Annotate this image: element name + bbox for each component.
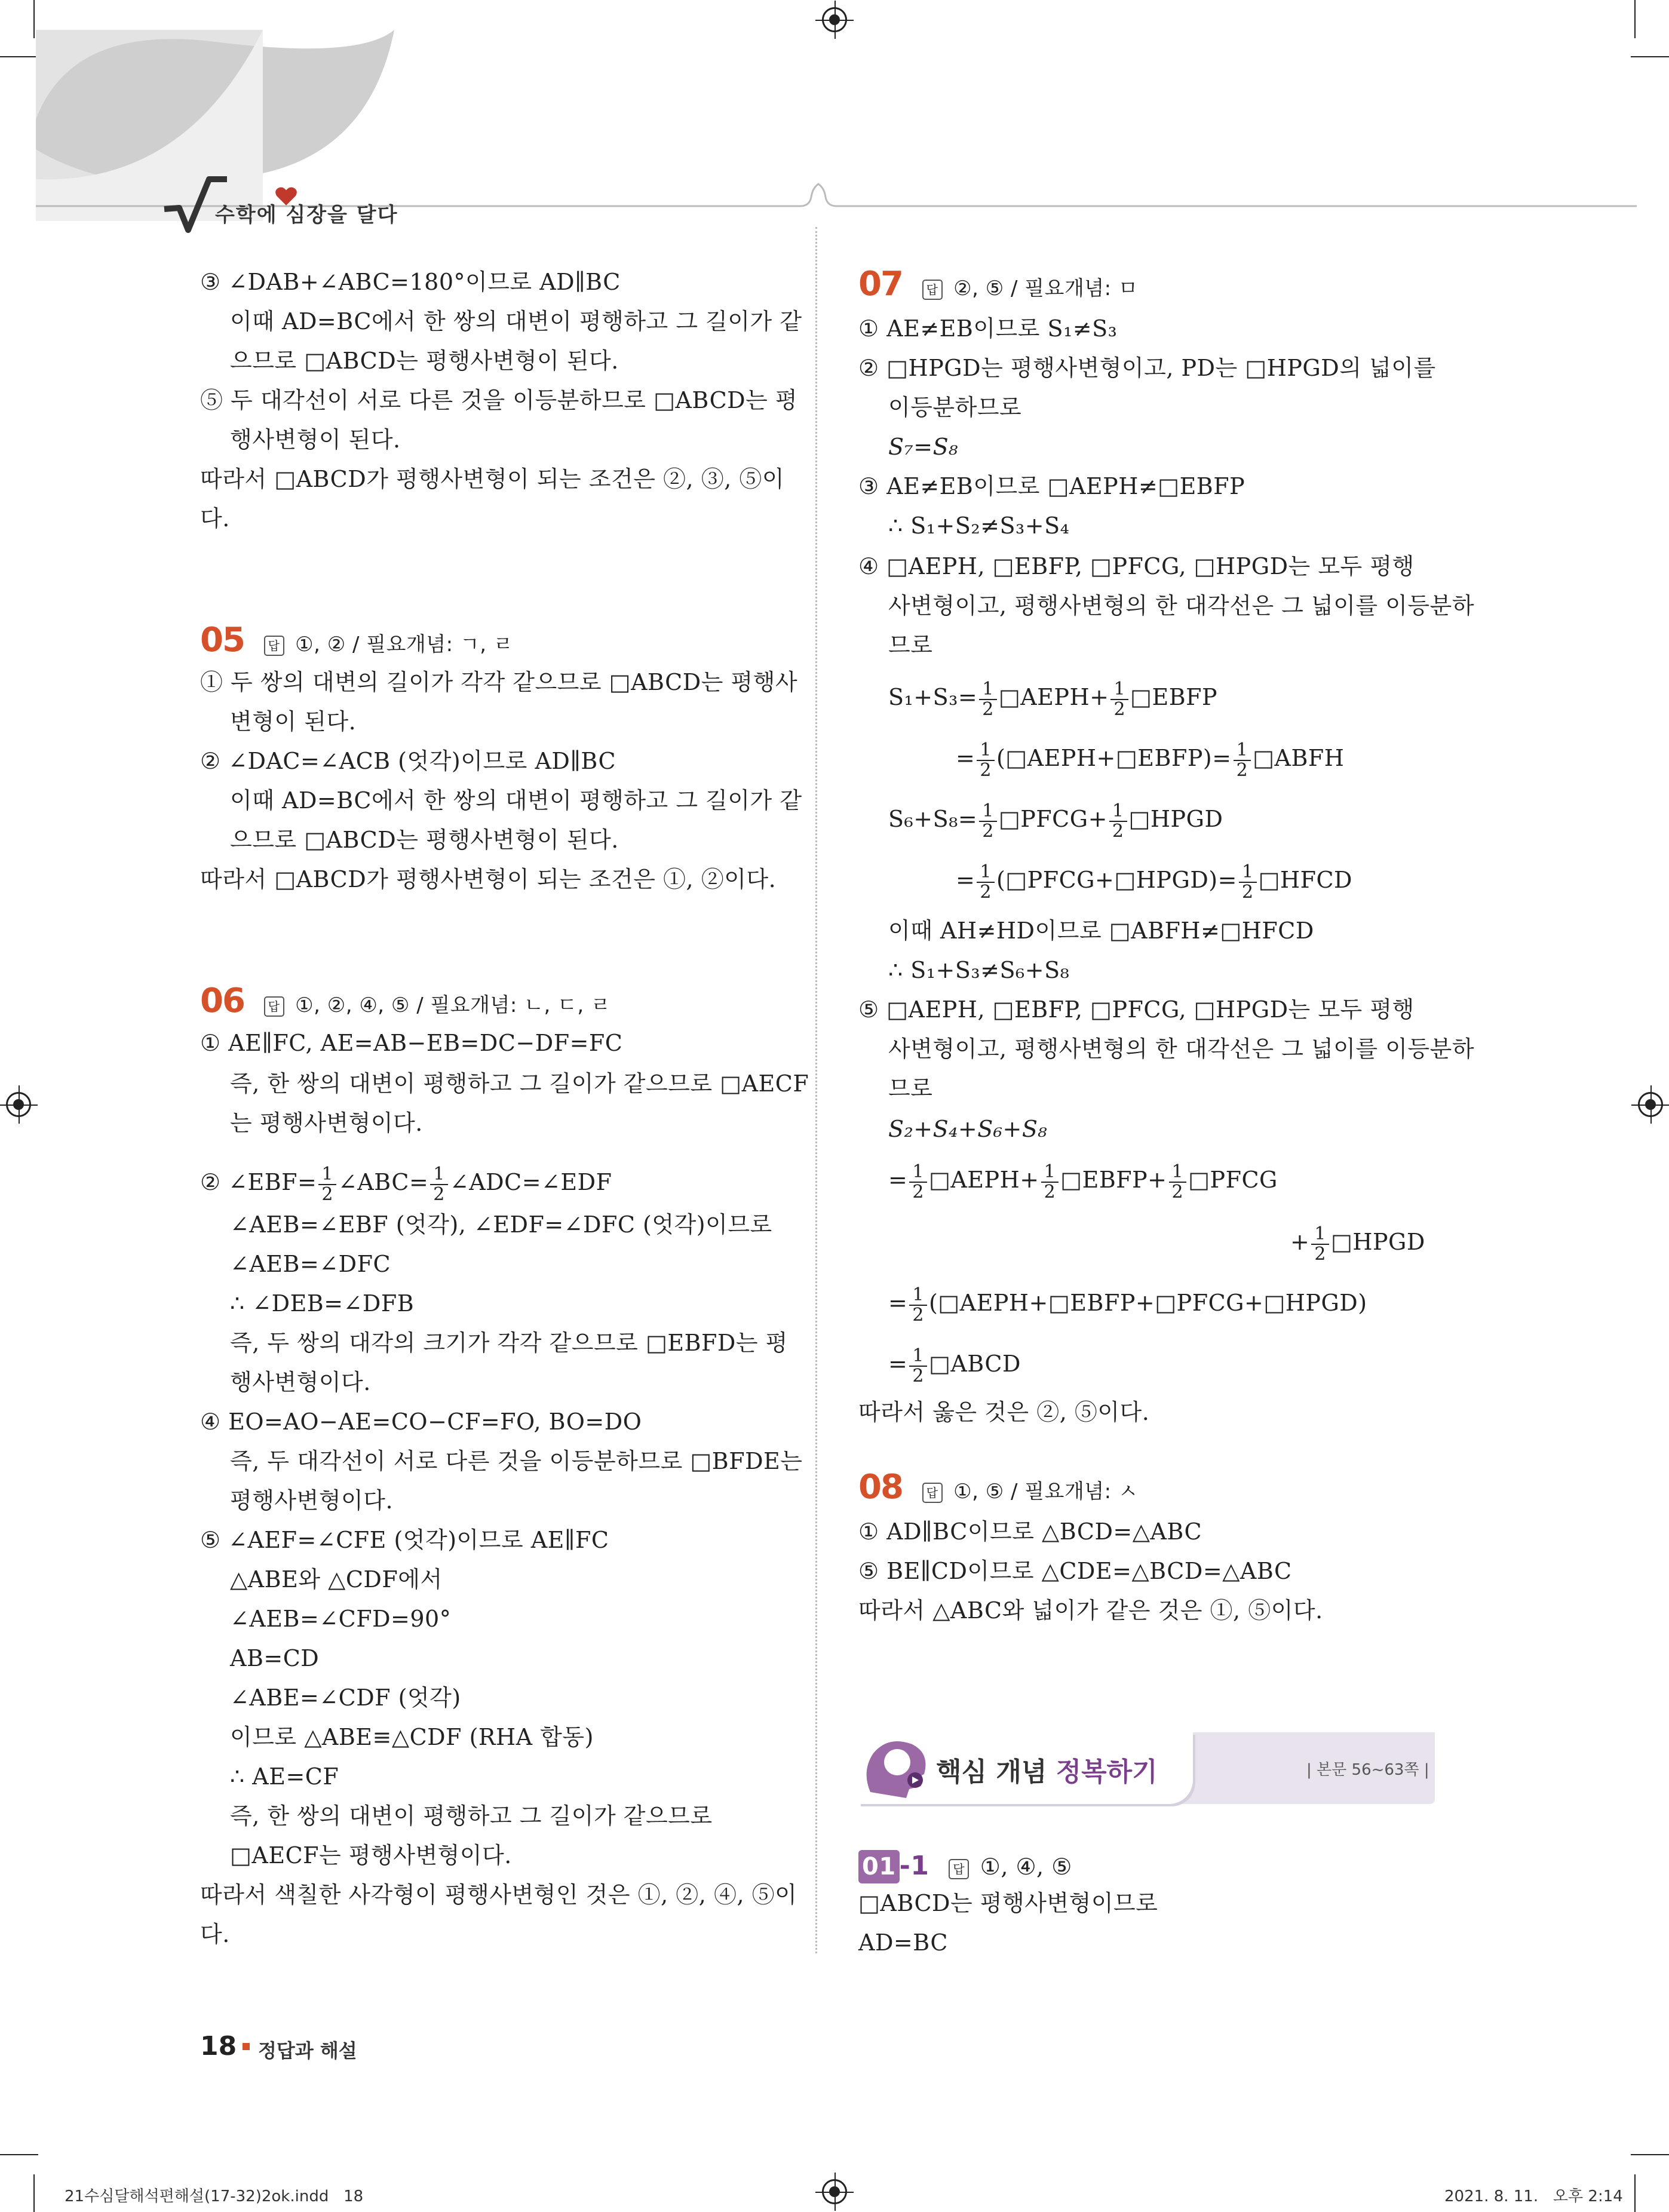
question-number: 05 xyxy=(200,621,244,659)
math-line xyxy=(888,1282,1367,1325)
text-fragment: (□PFCG+□HPGD)= xyxy=(996,867,1237,893)
numerator: 1 xyxy=(1311,1225,1329,1245)
text-fragment: □HFCD xyxy=(1258,867,1353,893)
text-line: ③ ∠DAB+∠ABC=180°이므로 AD∥BC xyxy=(200,269,621,295)
fraction xyxy=(909,1286,927,1325)
answer-text: ①, ⑤ / 필요개념: ㅅ xyxy=(953,1480,1139,1504)
answer-text: ①, ②, ④, ⑤ / 필요개념: ㄴ, ㄷ, ㄹ xyxy=(295,993,611,1017)
text-fragment: □AEPH+ xyxy=(998,684,1109,710)
answer-icon: 답 xyxy=(922,1483,943,1503)
text-line: 따라서 색칠한 사각형이 평행사변형인 것은 ①, ②, ④, ⑤이 xyxy=(200,1882,797,1908)
crop-mark xyxy=(1631,56,1669,57)
fraction xyxy=(977,863,995,902)
fraction xyxy=(1311,1225,1329,1264)
text-line: ∠AEB=∠DFC xyxy=(230,1251,391,1277)
text-fragment: + xyxy=(1290,1229,1310,1255)
numerator: 1 xyxy=(1110,680,1128,700)
math-line xyxy=(1290,1221,1425,1264)
text-line: 으므로 □ABCD는 평행사변형이 된다. xyxy=(230,827,619,853)
banner-title-b: 정복하기 xyxy=(1056,1757,1158,1787)
text-line: △ABE와 △CDF에서 xyxy=(230,1566,443,1593)
text-line: 므로 xyxy=(888,1075,933,1102)
text-line: ∴ S₁+S₃≠S₆+S₈ xyxy=(888,957,1070,983)
denominator: 2 xyxy=(982,698,994,720)
text-fragment: (□AEPH+□EBFP+□PFCG+□HPGD) xyxy=(928,1290,1367,1316)
text-line: ∴ S₁+S₂≠S₃+S₄ xyxy=(888,513,1070,539)
text-line: AD=BC xyxy=(858,1929,948,1956)
numerator: 1 xyxy=(430,1165,448,1185)
text-fragment: ∠ADC=∠EDF xyxy=(449,1169,612,1195)
answer-icon: 답 xyxy=(949,1859,969,1879)
text-line: ② ∠DAC=∠ACB (엇각)이므로 AD∥BC xyxy=(200,748,616,774)
numerator: 1 xyxy=(1109,802,1127,822)
text-line: 행사변형이 된다. xyxy=(230,427,401,453)
fraction xyxy=(1234,741,1251,780)
text-line: ② □HPGD는 평행사변형이고, PD는 □HPGD의 넓이를 xyxy=(858,355,1436,381)
denominator: 2 xyxy=(1113,698,1126,720)
question-header-07 xyxy=(858,265,1139,303)
question-header-05 xyxy=(200,621,514,659)
text-line: ∠AEB=∠CFD=90° xyxy=(230,1606,452,1632)
text-fragment: ② ∠EBF= xyxy=(200,1169,317,1195)
question-header-08 xyxy=(858,1468,1139,1507)
text-line: 이때 AD=BC에서 한 쌍의 대변이 평행하고 그 길이가 같 xyxy=(230,787,802,814)
text-line: 사변형이고, 평행사변형의 한 대각선은 그 넓이를 이등분하 xyxy=(888,1036,1475,1062)
footer-section: 정답과 해설 xyxy=(258,2039,357,2062)
text-fragment: (□AEPH+□EBFP)= xyxy=(996,745,1232,771)
math-line xyxy=(888,1343,1021,1386)
denominator: 2 xyxy=(982,820,994,842)
text-line: S₂+S₄+S₆+S₈ xyxy=(888,1116,1048,1142)
text-line: 즉, 두 대각선이 서로 다른 것을 이등분하므로 □BFDE는 xyxy=(230,1448,803,1474)
fraction xyxy=(979,802,997,841)
denominator: 2 xyxy=(1171,1181,1184,1202)
denominator: 2 xyxy=(1314,1243,1326,1265)
text-fragment: = xyxy=(956,745,975,771)
fraction xyxy=(318,1165,336,1204)
numerator: 1 xyxy=(318,1165,336,1185)
text-line: 이때 AD=BC에서 한 쌍의 대변이 평행하고 그 길이가 같 xyxy=(230,308,802,335)
footer-bullet xyxy=(243,2043,250,2050)
text-line: ① AD∥BC이므로 △BCD=△ABC xyxy=(858,1518,1202,1545)
numerator: 1 xyxy=(1239,863,1257,883)
banner-title xyxy=(936,1750,1158,1788)
text-line: ④ EO=AO−AE=CO−CF=FO, BO=DO xyxy=(200,1409,642,1435)
answer-text: ①, ② / 필요개념: ㄱ, ㄹ xyxy=(295,633,514,656)
text-fragment: □HPGD xyxy=(1330,1229,1425,1255)
text-line: 변형이 된다. xyxy=(230,708,357,735)
text-line: 즉, 한 쌍의 대변이 평행하고 그 길이가 같으므로 xyxy=(230,1803,713,1829)
fraction xyxy=(430,1165,448,1204)
banner-page-ref: | 본문 56~63쪽 | xyxy=(1306,1761,1429,1779)
text-line: 평행사변형이다. xyxy=(230,1487,394,1514)
fraction xyxy=(1041,1162,1059,1202)
fraction xyxy=(909,1346,927,1386)
text-fragment: □HPGD xyxy=(1128,806,1223,832)
crop-mark xyxy=(1634,2174,1636,2212)
header-title: 수학에 심장을 달다 xyxy=(215,203,398,227)
denominator: 2 xyxy=(980,759,992,781)
banner-title-a: 핵심 개념 xyxy=(936,1757,1056,1787)
page-number: 18 xyxy=(200,2031,237,2061)
answer-text: ②, ⑤ / 필요개념: ㅁ xyxy=(953,277,1139,300)
numerator: 1 xyxy=(977,863,995,883)
math-line xyxy=(956,859,1352,902)
denominator: 2 xyxy=(1241,881,1254,903)
text-line: ⑤ ∠AEF=∠CFE (엇각)이므로 AE∥FC xyxy=(200,1527,609,1553)
crop-mark xyxy=(1634,0,1636,38)
print-file-name: 21수심달해석편해설(17-32)2ok.indd 18 xyxy=(65,2188,364,2205)
text-line: 다. xyxy=(200,505,230,532)
text-line: ⑤ □AEPH, □EBFP, □PFCG, □HPGD는 모두 평행 xyxy=(858,996,1415,1023)
text-line: ∴ ∠DEB=∠DFB xyxy=(230,1290,415,1317)
denominator: 2 xyxy=(912,1365,924,1386)
registration-mark-icon xyxy=(822,7,847,32)
registration-mark-icon xyxy=(1638,1092,1663,1117)
text-fragment: □ABCD xyxy=(928,1351,1021,1377)
numerator: 1 xyxy=(909,1162,927,1183)
text-fragment: □PFCG+ xyxy=(998,806,1107,832)
numerator: 1 xyxy=(979,680,997,700)
math-line xyxy=(888,1159,1278,1202)
text-line: 다. xyxy=(200,1921,230,1947)
question-number: 06 xyxy=(200,981,244,1020)
text-fragment: S₁+S₃= xyxy=(888,684,978,710)
fraction xyxy=(909,1162,927,1202)
denominator: 2 xyxy=(912,1304,924,1326)
text-line: ⑤ BE∥CD이므로 △CDE=△BCD=△ABC xyxy=(858,1558,1292,1584)
denominator: 2 xyxy=(433,1183,445,1205)
denominator: 2 xyxy=(1044,1181,1056,1202)
text-fragment: S₆+S₈= xyxy=(888,806,978,832)
text-line: ∠ABE=∠CDF (엇각) xyxy=(230,1685,461,1711)
fraction xyxy=(1109,802,1127,841)
text-line: ① 두 쌍의 대변의 길이가 각각 같으므로 □ABCD는 평행사 xyxy=(200,669,798,695)
denominator: 2 xyxy=(912,1181,924,1202)
text-fragment: □EBFP xyxy=(1130,684,1218,710)
text-fragment: = xyxy=(888,1167,908,1193)
math-line xyxy=(888,676,1217,719)
fraction xyxy=(977,741,995,780)
math-line xyxy=(888,798,1223,841)
denominator: 2 xyxy=(321,1183,333,1205)
answer-icon: 답 xyxy=(264,996,284,1017)
text-line: □ABCD는 평행사변형이므로 xyxy=(858,1890,1158,1916)
text-line: ③ AE≠EB이므로 □AEPH≠□EBFP xyxy=(858,473,1245,499)
numerator: 1 xyxy=(1169,1162,1187,1183)
answer-text: ①, ④, ⑤ xyxy=(980,1854,1072,1880)
registration-mark-icon xyxy=(6,1092,31,1117)
denominator: 2 xyxy=(1236,759,1248,781)
text-line: 므로 xyxy=(888,632,933,658)
denominator: 2 xyxy=(1112,820,1124,842)
text-line: ① AE≠EB이므로 S₁≠S₃ xyxy=(858,315,1118,342)
text-line: 즉, 두 쌍의 대각의 크기가 각각 같으므로 □EBFD는 평 xyxy=(230,1330,788,1356)
question-header-06 xyxy=(200,981,611,1020)
text-fragment: = xyxy=(956,867,975,893)
text-fragment: □PFCG xyxy=(1188,1167,1278,1193)
question-number: 08 xyxy=(858,1468,903,1507)
crop-mark xyxy=(0,56,38,57)
brain-head-icon xyxy=(858,1735,936,1801)
numerator: 1 xyxy=(1234,741,1251,761)
math-line xyxy=(956,737,1344,780)
question-header-01-1 xyxy=(858,1849,1072,1883)
text-line: ∴ AE=CF xyxy=(230,1763,339,1790)
crop-mark xyxy=(0,2154,38,2155)
text-line: ⑤ 두 대각선이 서로 다른 것을 이등분하므로 □ABCD는 평 xyxy=(200,387,798,413)
registration-mark-icon xyxy=(822,2179,847,2204)
crop-mark xyxy=(33,0,35,38)
text-fragment: ∠ABC= xyxy=(338,1169,429,1195)
text-fragment: = xyxy=(888,1351,908,1377)
fraction xyxy=(1110,680,1128,719)
text-line: 따라서 □ABCD가 평행사변형이 되는 조건은 ②, ③, ⑤이 xyxy=(200,466,785,492)
text-line: 는 평행사변형이다. xyxy=(230,1110,423,1136)
text-line: 따라서 △ABC와 넓이가 같은 것은 ①, ⑤이다. xyxy=(858,1597,1323,1624)
numerator: 1 xyxy=(979,802,997,822)
text-fragment: □EBFP+ xyxy=(1060,1167,1167,1193)
text-line: 즉, 한 쌍의 대변이 평행하고 그 길이가 같으므로 □AECF xyxy=(230,1070,809,1097)
text-line: ∠AEB=∠EBF (엇각), ∠EDF=∠DFC (엇각)이므로 xyxy=(230,1211,772,1238)
text-fragment: □AEPH+ xyxy=(928,1167,1039,1193)
numerator: 1 xyxy=(1041,1162,1059,1183)
print-timestamp: 2021. 8. 11. 오후 2:14 xyxy=(1444,2188,1623,2205)
crop-mark xyxy=(1631,2154,1669,2155)
question-number: 07 xyxy=(858,265,903,303)
text-fragment: = xyxy=(888,1290,908,1316)
text-line: 이때 AH≠HD이므로 □ABFH≠□HFCD xyxy=(888,918,1314,944)
column-divider xyxy=(815,227,817,1953)
text-line: AB=CD xyxy=(230,1645,320,1671)
text-line: □AECF는 평행사변형이다. xyxy=(230,1842,512,1869)
numerator: 1 xyxy=(909,1346,927,1367)
fraction xyxy=(1239,863,1257,902)
text-line: 사변형이고, 평행사변형의 한 대각선은 그 넓이를 이등분하 xyxy=(888,593,1475,619)
text-line: 따라서 □ABCD가 평행사변형이 되는 조건은 ①, ②이다. xyxy=(200,866,777,892)
text-line: 이므로 △ABE≡△CDF (RHA 합동) xyxy=(230,1724,594,1750)
denominator: 2 xyxy=(980,881,992,903)
fraction xyxy=(979,680,997,719)
answer-icon: 답 xyxy=(922,280,943,300)
text-fragment: □ABFH xyxy=(1253,745,1345,771)
text-line: ④ □AEPH, □EBFP, □PFCG, □HPGD는 모두 평행 xyxy=(858,553,1415,579)
fraction xyxy=(1169,1162,1187,1202)
section-banner xyxy=(858,1732,1435,1804)
numerator: 1 xyxy=(977,741,995,761)
text-line xyxy=(200,1161,612,1204)
answer-icon: 답 xyxy=(264,636,284,656)
text-line: 행사변형이다. xyxy=(230,1369,371,1395)
text-line: 이등분하므로 xyxy=(888,394,1022,421)
question-suffix: -1 xyxy=(899,1851,929,1881)
text-line: ① AE∥FC, AE=AB−EB=DC−DF=FC xyxy=(200,1030,623,1056)
crop-mark xyxy=(33,2174,35,2212)
numerator: 1 xyxy=(909,1286,927,1306)
question-number-box: 01 xyxy=(858,1850,900,1883)
text-line: 으므로 □ABCD는 평행사변형이 된다. xyxy=(230,348,619,374)
text-line: 따라서 옳은 것은 ②, ⑤이다. xyxy=(858,1399,1150,1425)
text-line: S₇=S₈ xyxy=(888,434,958,460)
